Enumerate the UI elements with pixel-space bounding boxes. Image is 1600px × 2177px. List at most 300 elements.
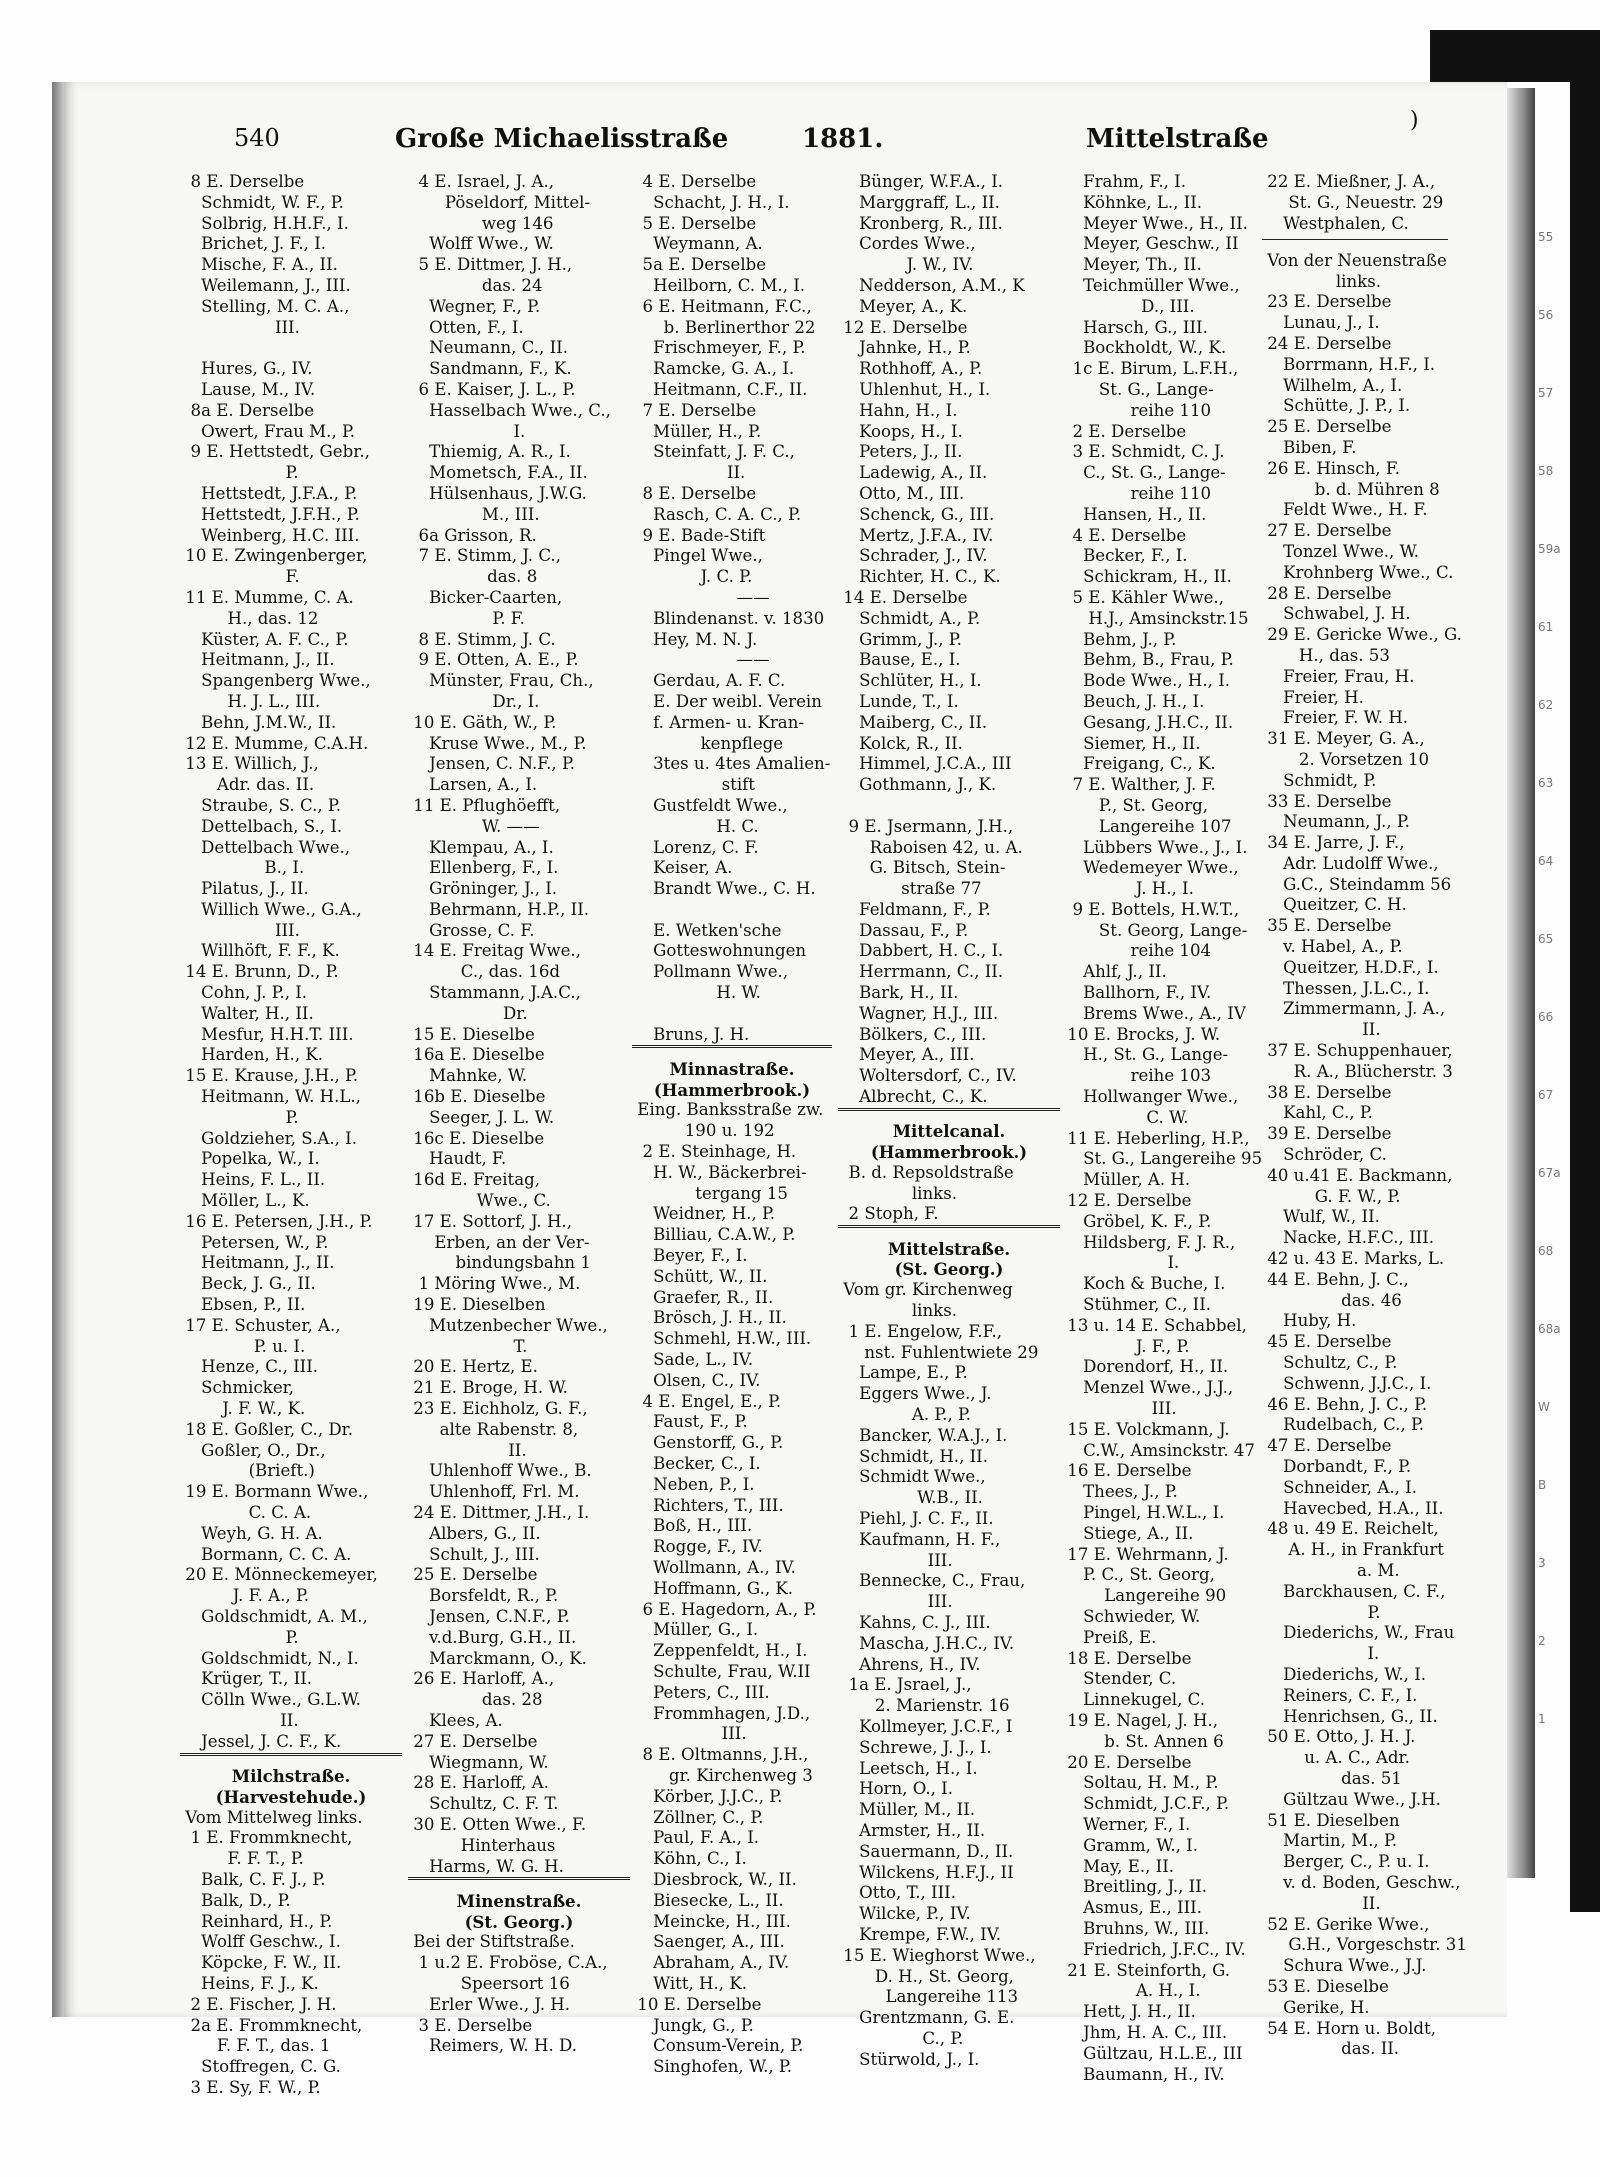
directory-entry: Bruns, J. H. — [632, 1024, 750, 1044]
directory-entry: 20 E. Hertz, E. — [408, 1357, 538, 1377]
directory-entry: Singhofen, W., P. — [632, 2057, 793, 2077]
directory-entry: 37 E. Schuppenhauer, — [1262, 1041, 1453, 1061]
directory-entry: Schröder, C. — [1262, 1145, 1387, 1165]
directory-entry: Hahn, H., I. — [838, 400, 958, 420]
directory-entry: D., III. — [1062, 296, 1195, 316]
margin-number: 3 — [1538, 1556, 1546, 1570]
directory-entry: Feldt Wwe., H. F. — [1262, 500, 1428, 520]
directory-entry: Hettstedt, J.F.A., P. — [180, 483, 358, 503]
directory-entry: Heitmann, W. H.L., — [180, 1087, 361, 1107]
directory-entry: Meyer Wwe., H., II. — [1062, 213, 1248, 233]
directory-entry: 2. Marienstr. 16 — [838, 1696, 1010, 1716]
directory-entry: f. Armen- u. Kran- — [632, 712, 804, 732]
directory-entry: Möller, L., K. — [180, 1191, 310, 1211]
directory-entry: Schwenn, J.J.C., I. — [1262, 1373, 1432, 1393]
directory-entry: Rothhoff, A., P. — [838, 359, 983, 379]
directory-entry: Sandmann, F., K. — [408, 359, 572, 379]
directory-entry: Schmidt, P. — [1262, 770, 1377, 790]
directory-entry: Uhlenhoff, Frl. M. — [408, 1482, 580, 1502]
directory-entry: 24 E. Dittmer, J.H., I. — [408, 1503, 590, 1522]
directory-entry: 5 E. Derselbe — [632, 213, 757, 233]
directory-entry: 7 E. Derselbe — [632, 400, 757, 420]
directory-entry: Wolff Geschw., I. — [180, 1932, 341, 1952]
directory-entry: 28 E. Derselbe — [1262, 583, 1392, 603]
directory-entry: Stammann, J.A.C., — [408, 983, 581, 1003]
page-number: 540 — [234, 124, 280, 152]
directory-entry: 2 Stoph, F. — [838, 1204, 939, 1224]
directory-entry: 2 E. Fischer, J. H. — [180, 1994, 337, 2014]
directory-entry: Uhlenhut, H., I. — [838, 379, 991, 399]
directory-entry: Jessel, J. C. F., K. — [180, 1731, 342, 1751]
directory-entry: Dassau, F., P. — [838, 920, 969, 940]
directory-entry: Gültzau, H.L.E., III — [1062, 2043, 1243, 2063]
directory-entry: Beck, J. G., II. — [180, 1274, 316, 1294]
directory-entry: C. W. — [1062, 1107, 1189, 1127]
directory-entry: D. H., St. Georg, — [838, 1966, 1014, 1986]
directory-entry: Mische, F. A., II. — [180, 255, 338, 275]
directory-entry: 6 E. Hagedorn, A., P. — [632, 1599, 817, 1619]
directory-entry: Erben, an der Ver- — [408, 1232, 590, 1252]
directory-entry: Hett, J. H., II. — [1062, 2002, 1196, 2022]
directory-entry: H., das. 12 — [180, 608, 319, 628]
directory-entry: 1a E. Jsrael, J., — [838, 1675, 972, 1695]
directory-entry: Bause, E., I. — [838, 650, 961, 670]
directory-entry: Gerike, H. — [1262, 1997, 1370, 2017]
margin-number: 55 — [1538, 230, 1554, 244]
directory-entry: II. — [632, 463, 746, 483]
directory-entry: Weinberg, H.C. III. — [180, 525, 360, 545]
margin-number: 67a — [1538, 1166, 1561, 1180]
directory-entry: P. C., St. Georg, — [1062, 1565, 1215, 1585]
directory-entry: Jensen, C. N.F., P. — [408, 754, 576, 774]
directory-entry: C.W., Amsinckstr. 47 — [1062, 1440, 1255, 1460]
margin-mark: ) — [1410, 108, 1419, 133]
directory-entry: Bünger, W.F.A., I. — [838, 172, 1004, 191]
directory-entry: Genstorff, G., P. — [632, 1433, 784, 1453]
directory-entry: Becker, F., I. — [1062, 546, 1188, 566]
directory-entry: Willhöft, F. F., K. — [180, 941, 340, 961]
directory-entry: das. 51 — [1262, 1768, 1402, 1788]
directory-entry: Jungk, G., P. — [632, 2015, 754, 2035]
directory-entry: Steinfatt, J. F. C., — [632, 442, 795, 462]
directory-entry: Müller, G., I. — [632, 1620, 759, 1640]
page-header — [150, 124, 1269, 164]
directory-entry: Lorenz, C. F. — [632, 837, 759, 857]
directory-entry: Bicker-Caarten, — [408, 587, 563, 607]
directory-entry: J. C. P. — [632, 567, 753, 587]
directory-entry: 48 u. 49 E. Reichelt, — [1262, 1519, 1439, 1539]
directory-entry: Diederichs, W., Frau — [1262, 1623, 1455, 1643]
directory-entry: 9 E. Bottels, H.W.T., — [1062, 899, 1240, 919]
street-heading: (Harvestehude.) — [215, 1786, 367, 1807]
directory-entry: Stürwold, J., I. — [838, 2049, 980, 2069]
directory-entry: Solbrig, H.H.F., I. — [180, 213, 349, 233]
directory-entry: M., III. — [408, 504, 540, 524]
directory-entry — [632, 900, 832, 921]
directory-entry: Sauermann, D., II. — [838, 1841, 1014, 1861]
scan-border-corner — [1430, 30, 1600, 82]
directory-entry: Behrmann, H.P., II. — [408, 899, 590, 919]
section-rule — [632, 1045, 832, 1058]
directory-entry: Albers, G., II. — [408, 1523, 541, 1543]
directory-entry: 23 E. Derselbe — [1262, 292, 1392, 312]
street-heading: (St. Georg.) — [464, 1911, 574, 1932]
directory-entry: Jensen, C.N.F., P. — [408, 1606, 570, 1626]
directory-entry: Kahns, C. J., III. — [838, 1612, 991, 1632]
directory-entry: Lause, M., IV. — [180, 379, 316, 399]
directory-entry: Goßler, O., Dr., — [180, 1440, 326, 1460]
directory-entry: Armster, H., II. — [838, 1820, 986, 1840]
directory-entry: 19 E. Nagel, J. H., — [1062, 1710, 1218, 1730]
directory-entry: Stender, C. — [1062, 1669, 1177, 1689]
directory-entry: weg 146 — [408, 213, 554, 233]
directory-entry: Barckhausen, C. F., — [1262, 1581, 1446, 1601]
margin-number: 59a — [1538, 542, 1561, 556]
directory-entry: Diederichs, W., I. — [1262, 1664, 1427, 1684]
directory-entry: Ellenberg, F., I. — [408, 858, 559, 878]
directory-entry: 26 E. Harloff, A., — [408, 1669, 555, 1689]
directory-entry: 1 Möring Wwe., M. — [408, 1274, 581, 1294]
directory-entry: Erler Wwe., J. H. — [408, 1994, 571, 2014]
directory-entry: Nedderson, A.M., K — [838, 275, 1025, 295]
directory-entry: Piehl, J. C. F., II. — [838, 1508, 994, 1528]
directory-entry: 27 E. Derselbe — [408, 1731, 538, 1751]
directory-entry: Schwabel, J. H. — [1262, 604, 1411, 624]
directory-entry: C., P. — [838, 2028, 964, 2048]
directory-entry: Haudt, F. — [408, 1149, 507, 1169]
directory-entry: 8 E. Oltmanns, J.H., — [632, 1745, 809, 1765]
directory-entry: links. — [838, 1301, 957, 1321]
directory-entry: bindungsbahn 1 — [408, 1253, 591, 1273]
directory-entry: das. 8 — [408, 567, 538, 587]
directory-entry: 14 E. Derselbe — [838, 587, 968, 607]
directory-entry: 16a E. Dieselbe — [408, 1045, 545, 1065]
margin-number: B — [1538, 1478, 1547, 1492]
directory-entry: III. — [838, 1592, 953, 1612]
directory-entry: 25 E. Derselbe — [1262, 417, 1392, 437]
directory-entry: 9 E. Bade-Stift — [632, 525, 766, 545]
directory-entry: Bode Wwe., H., I. — [1062, 671, 1231, 691]
directory-entry: W. —— — [408, 816, 540, 836]
directory-entry: 4 E. Derselbe — [1062, 525, 1187, 545]
directory-entry: I. — [1062, 1253, 1180, 1273]
directory-entry: P. — [180, 1107, 299, 1127]
directory-entry: Marggraff, L., II. — [838, 192, 1000, 212]
directory-entry: Ballhorn, F., IV. — [1062, 983, 1212, 1003]
directory-entry: Mertz, J.F.A., IV. — [838, 525, 994, 545]
directory-entry: 53 E. Dieselbe — [1262, 1976, 1389, 1996]
directory-entry: 26 E. Hinsch, F. — [1262, 458, 1401, 478]
directory-entry: Cohn, J. P., I. — [180, 983, 308, 1003]
directory-entry: 17 E. Wehrmann, J. — [1062, 1544, 1229, 1564]
directory-entry: Wiegmann, W. — [408, 1752, 549, 1772]
directory-entry: kenpflege — [632, 733, 784, 753]
directory-entry: 6 E. Kaiser, J. L., P. — [408, 379, 576, 399]
directory-entry: 12 E. Derselbe — [838, 317, 968, 337]
directory-entry: 6 E. Heitmann, F.C., — [632, 296, 812, 316]
directory-entry: Bockholdt, W., K. — [1062, 338, 1227, 358]
directory-entry: G.H., Vorgeschstr. 31 — [1262, 1935, 1467, 1955]
directory-entry: May, E., II. — [1062, 1856, 1175, 1876]
directory-entry: Koops, H., I. — [838, 421, 963, 441]
directory-entry: 22 E. Mießner, J. A., — [1262, 172, 1436, 191]
directory-entry: J. F., P. — [1062, 1336, 1190, 1356]
directory-entry: 10 E. Gäth, W., P. — [408, 712, 557, 732]
directory-entry: 18 E. Goßler, C., Dr. — [180, 1419, 354, 1439]
directory-entry: Rasch, C. A. C., P. — [632, 504, 802, 524]
directory-entry: Schickram, H., II. — [1062, 567, 1232, 587]
directory-entry — [838, 796, 1060, 817]
directory-entry: Gröbel, K. F., P. — [1062, 1211, 1212, 1231]
directory-entry: straße 77 — [838, 879, 982, 899]
directory-entry: reihe 110 — [1062, 483, 1212, 503]
directory-entry: Willich Wwe., G.A., — [180, 899, 362, 919]
section-rule — [838, 1225, 1060, 1238]
directory-entry: Grimm, J., P. — [838, 629, 962, 649]
directory-entry: Jhm, H. A. C., III. — [1062, 2022, 1228, 2042]
directory-entry: H., das. 53 — [1262, 645, 1390, 665]
directory-entry: Spangenberg Wwe., — [180, 671, 371, 691]
directory-entry: Frommhagen, J.D., — [632, 1703, 811, 1723]
directory-entry: 1 u.2 E. Froböse, C.A., — [408, 1953, 608, 1973]
directory-entry: Heitmann, J., II. — [180, 1253, 335, 1273]
directory-entry: 7 E. Walther, J. F. — [1062, 775, 1216, 795]
directory-entry: B., I. — [180, 858, 305, 878]
directory-entry: Freier, Frau, H. — [1262, 666, 1415, 686]
directory-entry: 28 E. Harloff, A. — [408, 1773, 549, 1793]
directory-entry: Schrewe, J. J., I. — [838, 1737, 992, 1757]
directory-entry: Dr., I. — [408, 691, 540, 711]
directory-entry: H. J. L., III. — [180, 691, 321, 711]
directory-entry: Zimmermann, J. A., — [1262, 999, 1446, 1019]
directory-entry: Von der Neuenstraße — [1262, 250, 1447, 270]
directory-entry: Heins, F. J., K. — [180, 1973, 319, 1993]
margin-number: 67 — [1538, 1088, 1554, 1102]
directory-entry: links. — [1262, 271, 1381, 291]
directory-entry: Schult, J., III. — [408, 1544, 540, 1564]
directory-entry: F. F. T., das. 1 — [180, 2036, 331, 2056]
directory-entry: 11 E. Heberling, H.P., — [1062, 1128, 1250, 1148]
directory-entry: Balk, D., P. — [180, 1890, 291, 1910]
directory-entry: Consum-Verein, P. — [632, 2036, 804, 2056]
directory-entry: Schneider, A., I. — [1262, 1477, 1417, 1497]
directory-entry: Dorbandt, F., P. — [1262, 1457, 1412, 1476]
directory-entry: 19 E. Bormann Wwe., — [180, 1482, 369, 1502]
directory-entry: A. H., in Frankfurt — [1262, 1540, 1444, 1560]
directory-entry: 4 E. Derselbe — [632, 172, 757, 191]
directory-entry: 6a Grisson, R. — [408, 525, 537, 545]
directory-entry: Köpcke, F. W., II. — [180, 1953, 342, 1973]
directory-entry: Bruhns, W., III. — [1062, 1918, 1210, 1938]
directory-entry: Klees, A. — [408, 1710, 503, 1730]
directory-entry: Stelling, M. C. A., — [180, 296, 350, 316]
directory-entry: III. — [1062, 1399, 1177, 1419]
directory-entry: Gerdau, A. F. C. — [632, 671, 786, 691]
directory-entry: III. — [838, 1550, 953, 1570]
directory-entry: Neumann, C., II. — [408, 338, 568, 358]
directory-entry: 1c E. Birum, L.F.H., — [1062, 359, 1239, 379]
directory-entry: 17 E. Sottorf, J. H., — [408, 1211, 572, 1231]
directory-entry: b. Berlinerthor 22 — [632, 317, 816, 337]
directory-entry: Frischmeyer, F., P. — [632, 338, 806, 358]
directory-entry: Sade, L., IV. — [632, 1350, 754, 1370]
margin-number: 64 — [1538, 854, 1554, 868]
directory-entry: Langereihe 113 — [838, 1987, 1019, 2007]
directory-entry: 19 E. Dieselben — [408, 1295, 546, 1315]
directory-entry: Thees, J., P. — [1062, 1482, 1178, 1502]
directory-entry: Adr. Ludolff Wwe., — [1262, 853, 1439, 873]
directory-entry: 3tes u. 4tes Amalien- — [632, 754, 831, 774]
section-rule — [838, 1108, 1060, 1121]
section-rule — [1262, 239, 1448, 250]
directory-entry: Werner, F., I. — [1062, 1814, 1191, 1834]
directory-entry: 5a E. Derselbe — [632, 255, 767, 275]
directory-entry: 3 E. Schmidt, C. J. — [1062, 442, 1225, 462]
header-left-street: Große Michaelisstraße — [395, 124, 729, 154]
directory-entry: Ahlf, J., II. — [1062, 962, 1167, 982]
directory-entry: Dorendorf, H., II. — [1062, 1357, 1229, 1377]
directory-entry: 190 u. 192 — [632, 1121, 775, 1141]
directory-entry: 10 E. Brocks, J. W. — [1062, 1024, 1221, 1044]
directory-entry: Schmehl, H.W., III. — [632, 1329, 812, 1349]
directory-entry: Meyer, A., K. — [838, 296, 968, 316]
directory-entry: III. — [180, 920, 300, 940]
directory-entry: 4 E. Engel, E., P. — [632, 1391, 782, 1411]
directory-entry: 4 E. Israel, J. A., — [408, 172, 555, 191]
directory-entry: Seeger, J. L. W. — [408, 1107, 555, 1127]
directory-entry: Stoffregen, C. G. — [180, 2057, 341, 2077]
header-right-street: Mittelstraße — [1086, 124, 1269, 154]
street-heading: Mittelcanal. — [892, 1121, 1006, 1142]
directory-entry: Bei der Stiftstraße. — [408, 1932, 575, 1952]
directory-entry: 2 E. Derselbe — [1062, 421, 1187, 441]
directory-entry: Heitmann, C.F., II. — [632, 379, 808, 399]
directory-entry: Reinhard, H., P. — [180, 1911, 333, 1931]
directory-entry: nst. Fuhlentwiete 29 — [838, 1342, 1039, 1362]
directory-entry: I. — [408, 421, 526, 441]
directory-entry: Hasselbach Wwe., C., — [408, 400, 611, 420]
directory-entry: III. — [632, 1724, 747, 1744]
directory-entry: Meyer, Geschw., II — [1062, 234, 1239, 254]
directory-entry: Asmus, E., III. — [1062, 1898, 1202, 1918]
directory-entry: Kaufmann, H. F., — [838, 1529, 1001, 1549]
directory-entry: 9 E. Otten, A. E., P. — [408, 650, 579, 670]
directory-entry: 15 E. Volckmann, J. — [1062, 1419, 1230, 1439]
directory-entry: Saenger, A., III. — [632, 1932, 785, 1952]
directory-entry: Wilhelm, A., I. — [1262, 375, 1403, 395]
margin-number: 62 — [1538, 698, 1554, 712]
directory-entry: a. M. — [1262, 1560, 1400, 1580]
directory-entry: 1 E. Frommknecht, — [180, 1828, 353, 1848]
directory-entry: Mometsch, F.A., II. — [408, 463, 588, 483]
directory-entry: links. — [838, 1183, 957, 1203]
directory-entry: J. F. A., P. — [180, 1586, 310, 1606]
directory-entry: 2. Vorsetzen 10 — [1262, 749, 1430, 769]
directory-entry: 13 E. Willich, J., — [180, 754, 319, 774]
directory-entry: Goldzieher, S.A., I. — [180, 1128, 357, 1148]
directory-entry: 42 u. 43 E. Marks, L. — [1262, 1249, 1445, 1269]
directory-entry: Schwieder, W. — [1062, 1606, 1201, 1626]
directory-entry: Bormann, C. C. A. — [180, 1544, 352, 1564]
directory-entry: Raboisen 42, u. A. — [838, 837, 1023, 857]
directory-entry: reihe 110 — [1062, 400, 1212, 420]
directory-entry: Nacke, H.F.C., III. — [1262, 1228, 1435, 1248]
directory-entry: 8a E. Derselbe — [180, 400, 315, 420]
margin-number: 68a — [1538, 1322, 1561, 1336]
directory-entry: E. Der weibl. Verein — [632, 691, 822, 711]
directory-entry: 18 E. Derselbe — [1062, 1648, 1192, 1668]
directory-entry: 17 E. Schuster, A., — [180, 1315, 341, 1335]
directory-entry: Herrmann, C., II. — [838, 962, 1004, 982]
directory-entry: Neumann, J., P. — [1262, 812, 1410, 832]
margin-number: 65 — [1538, 932, 1554, 946]
directory-entry: Körber, J.J.C., P. — [632, 1786, 783, 1806]
directory-entry: Popelka, W., I. — [180, 1149, 320, 1169]
directory-entry: Mesfur, H.H.T. III. — [180, 1024, 354, 1044]
directory-entry: Mascha, J.H.C., IV. — [838, 1633, 1015, 1653]
directory-entry: 12 E. Mumme, C.A.H. — [180, 733, 369, 753]
directory-entry: Pollmann Wwe., — [632, 962, 789, 982]
margin-number: W — [1538, 1400, 1550, 1414]
directory-entry: tergang 15 — [632, 1183, 788, 1203]
directory-entry: Baumann, H., IV. — [1062, 2064, 1225, 2084]
directory-entry: Beyer, F., I. — [632, 1246, 748, 1266]
directory-entry: G. Bitsch, Stein- — [838, 858, 1006, 878]
directory-entry: Heins, F. L., II. — [180, 1170, 326, 1190]
directory-entry: H. W. — [632, 983, 761, 1003]
directory-entry: Schmidt, J.C.F., P. — [1062, 1794, 1230, 1814]
directory-entry: 5 E. Kähler Wwe., — [1062, 587, 1224, 607]
directory-entry: 31 E. Meyer, G. A., — [1262, 729, 1425, 749]
directory-entry: Hettstedt, J.F.H., P. — [180, 504, 360, 524]
directory-entry: stift — [632, 775, 755, 795]
directory-entry: Borrmann, H.F., I. — [1262, 354, 1436, 374]
directory-entry: Schacht, J. H., I. — [632, 192, 790, 212]
directory-entry: Speersort 16 — [408, 1973, 570, 1993]
directory-entry: Behm, J., P. — [1062, 629, 1177, 649]
directory-entry: Graefer, R., II. — [632, 1287, 774, 1307]
directory-entry: Woltersdorf, C., IV. — [838, 1066, 1017, 1086]
header-year: 1881. — [802, 124, 884, 154]
directory-entry: Gramm, W., I. — [1062, 1835, 1199, 1855]
directory-entry: Becker, C., I. — [632, 1454, 761, 1473]
margin-number: 66 — [1538, 1010, 1554, 1024]
directory-entry: Cordes Wwe., — [838, 234, 976, 254]
directory-entry: Horn, O., I. — [838, 1779, 954, 1799]
directory-entry: P., St. Georg, — [1062, 795, 1209, 815]
directory-entry: 25 E. Derselbe — [408, 1565, 538, 1585]
directory-entry: Meincke, H., III. — [632, 1911, 791, 1931]
directory-entry: Friedrich, J.F.C., IV. — [1062, 1939, 1246, 1959]
directory-entry: reihe 104 — [1062, 941, 1212, 961]
directory-entry: Schulte, Frau, W.II — [632, 1661, 811, 1681]
directory-entry: Wilckens, H.F.J., II — [838, 1862, 1014, 1882]
directory-entry: Gültzau Wwe., J.H. — [1262, 1789, 1441, 1809]
directory-entry: C., das. 16d — [408, 962, 560, 982]
directory-entry: Lunde, T., I. — [838, 691, 959, 711]
directory-entry: 44 E. Behn, J. C., — [1262, 1269, 1409, 1289]
directory-entry: Straube, S. C., P. — [180, 795, 341, 815]
directory-entry: Himmel, J.C.A., III — [838, 754, 1012, 774]
directory-entry: Goldschmidt, A. M., — [180, 1606, 368, 1626]
directory-entry: I. — [1262, 1644, 1380, 1664]
directory-entry: Wolff Wwe., W. — [408, 234, 554, 254]
directory-entry: Gustfeldt Wwe., — [632, 795, 788, 815]
directory-entry: Schenck, G., III. — [838, 504, 995, 524]
directory-entry: Diesbrock, W., II. — [632, 1869, 797, 1889]
directory-entry: Freier, F. W. H. — [1262, 708, 1409, 728]
margin-number: 68 — [1538, 1244, 1554, 1258]
